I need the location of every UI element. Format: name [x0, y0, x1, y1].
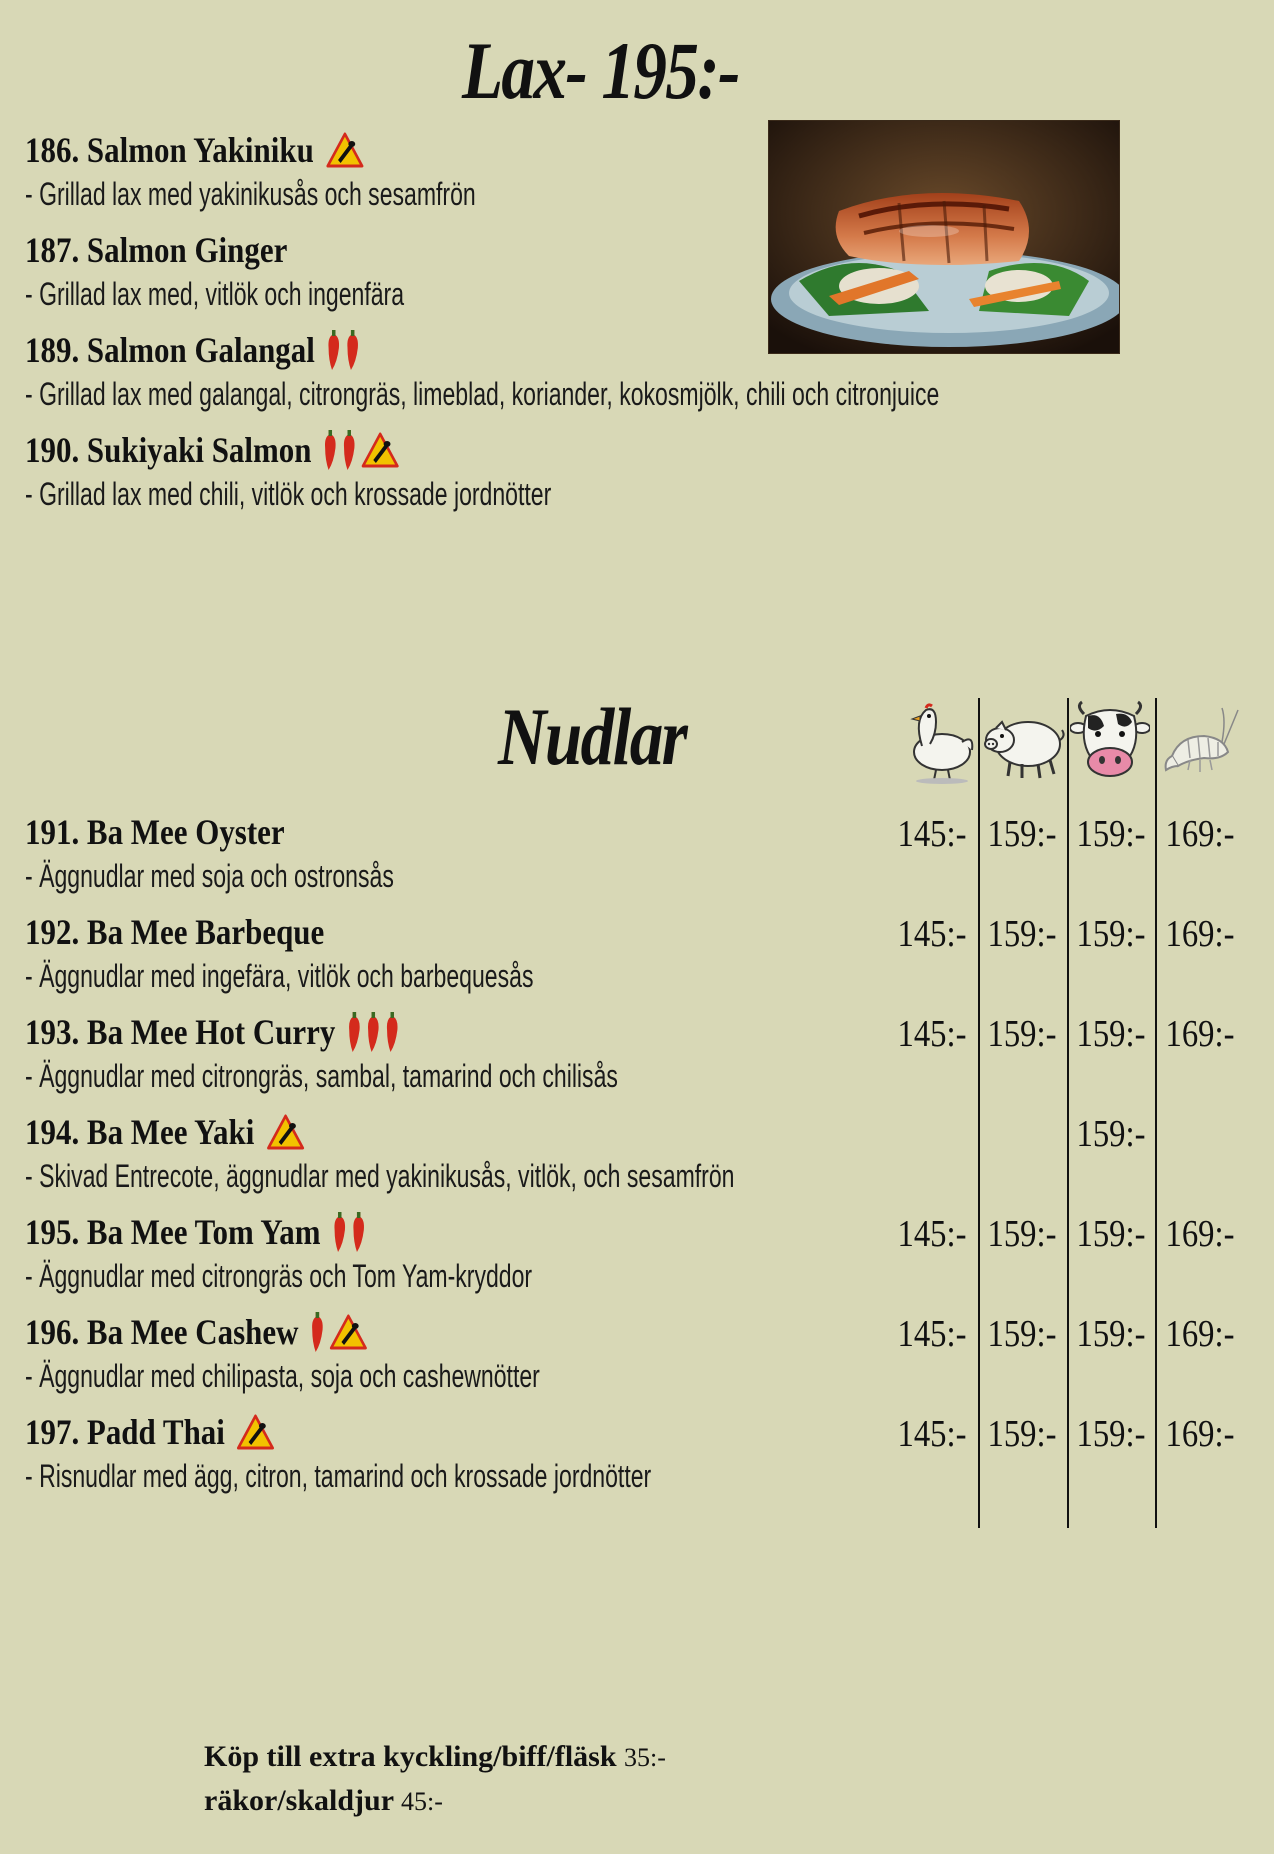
- dish-description: - Grillad lax med, vitlök och ingenfära: [25, 276, 405, 312]
- price-chicken: 145:-: [897, 1313, 967, 1355]
- dish-description: - Äggnudlar med soja och ostronsås: [25, 858, 394, 894]
- dish-description: - Äggnudlar med citrongräs, sambal, tamarind och chilisås: [25, 1058, 618, 1094]
- chili-icon: [342, 430, 356, 470]
- price-cow: 159:-: [1076, 813, 1146, 855]
- price-shrimp: 169:-: [1165, 1413, 1235, 1455]
- chili-icon: [324, 430, 338, 470]
- dish-name: 193. Ba Mee Hot Curry: [25, 1012, 399, 1052]
- column-divider: [1067, 698, 1069, 1528]
- nuts-warning-icon: [361, 432, 399, 468]
- chili-icon: [385, 1012, 399, 1052]
- nuts-warning-icon: [329, 1314, 367, 1350]
- price-pig: 159:-: [987, 1213, 1057, 1255]
- shrimp-icon: [1160, 700, 1240, 784]
- dish-description: - Äggnudlar med chilipasta, soja och cashewnötter: [25, 1358, 540, 1394]
- dish-description: - Skivad Entrecote, äggnudlar med yakinikusås, vitlök, och sesamfrön: [25, 1158, 735, 1194]
- nuts-warning-icon: [326, 132, 364, 168]
- dish-description: - Grillad lax med galangal, citrongräs, limeblad, koriander, kokosmjölk, chili och citronjuice: [25, 376, 940, 412]
- nudlar-section-title: Nudlar: [498, 691, 687, 782]
- pig-icon: [982, 700, 1066, 784]
- extra-meat-note: Köp till extra kyckling/biff/fläsk 35:-: [204, 1740, 666, 1773]
- chicken-icon: [900, 700, 980, 784]
- price-shrimp: 169:-: [1165, 1213, 1235, 1255]
- price-pig: 159:-: [987, 1313, 1057, 1355]
- dish-description: - Risnudlar med ägg, citron, tamarind och krossade jordnötter: [25, 1458, 652, 1494]
- column-divider: [978, 698, 980, 1528]
- cow-icon: [1070, 700, 1150, 784]
- chili-icon: [352, 1212, 366, 1252]
- chili-icon: [366, 1012, 380, 1052]
- price-cow: 159:-: [1076, 913, 1146, 955]
- dish-name: 186. Salmon Yakiniku: [25, 130, 364, 170]
- dish-name: 187. Salmon Ginger: [25, 230, 288, 270]
- price-shrimp: 169:-: [1165, 913, 1235, 955]
- dish-description: - Äggnudlar med citrongräs och Tom Yam-kryddor: [25, 1258, 533, 1294]
- price-cow: 159:-: [1076, 1213, 1146, 1255]
- price-chicken: 145:-: [897, 813, 967, 855]
- price-cow: 159:-: [1076, 1413, 1146, 1455]
- nuts-warning-icon: [237, 1414, 275, 1450]
- price-pig: 159:-: [987, 1013, 1057, 1055]
- price-cow: 159:-: [1076, 1013, 1146, 1055]
- price-chicken: 145:-: [897, 1413, 967, 1455]
- price-shrimp: 169:-: [1165, 1013, 1235, 1055]
- chili-icon: [310, 1312, 324, 1352]
- dish-description: - Grillad lax med yakinikusås och sesamfrön: [25, 176, 476, 212]
- dish-name: 197. Padd Thai: [25, 1412, 275, 1452]
- dish-name: 192. Ba Mee Barbeque: [25, 912, 325, 952]
- dish-name: 190. Sukiyaki Salmon: [25, 430, 399, 470]
- price-pig: 159:-: [987, 1413, 1057, 1455]
- dish-description: - Grillad lax med chili, vitlök och krossade jordnötter: [25, 476, 552, 512]
- chili-icon: [347, 1012, 361, 1052]
- chili-icon: [333, 1212, 347, 1252]
- nuts-warning-icon: [266, 1114, 304, 1150]
- dish-name: 189. Salmon Galangal: [25, 330, 360, 370]
- price-shrimp: 169:-: [1165, 1313, 1235, 1355]
- price-chicken: 145:-: [897, 913, 967, 955]
- price-shrimp: 169:-: [1165, 813, 1235, 855]
- extra-seafood-note: räkor/skaldjur 45:-: [204, 1784, 443, 1817]
- column-divider: [1155, 698, 1157, 1528]
- dish-name: 196. Ba Mee Cashew: [25, 1312, 367, 1352]
- dish-name: 195. Ba Mee Tom Yam: [25, 1212, 365, 1252]
- chili-icon: [327, 330, 341, 370]
- chili-icon: [346, 330, 360, 370]
- price-chicken: 145:-: [897, 1213, 967, 1255]
- dish-name: 191. Ba Mee Oyster: [25, 812, 285, 852]
- price-cow: 159:-: [1076, 1313, 1146, 1355]
- salmon-dish-photo: [768, 120, 1120, 354]
- price-cow: 159:-: [1076, 1113, 1146, 1155]
- dish-description: - Äggnudlar med ingefära, vitlök och barbequesås: [25, 958, 534, 994]
- price-chicken: 145:-: [897, 1013, 967, 1055]
- price-pig: 159:-: [987, 813, 1057, 855]
- lax-section-title: Lax- 195:-: [462, 25, 739, 116]
- price-pig: 159:-: [987, 913, 1057, 955]
- dish-name: 194. Ba Mee Yaki: [25, 1112, 304, 1152]
